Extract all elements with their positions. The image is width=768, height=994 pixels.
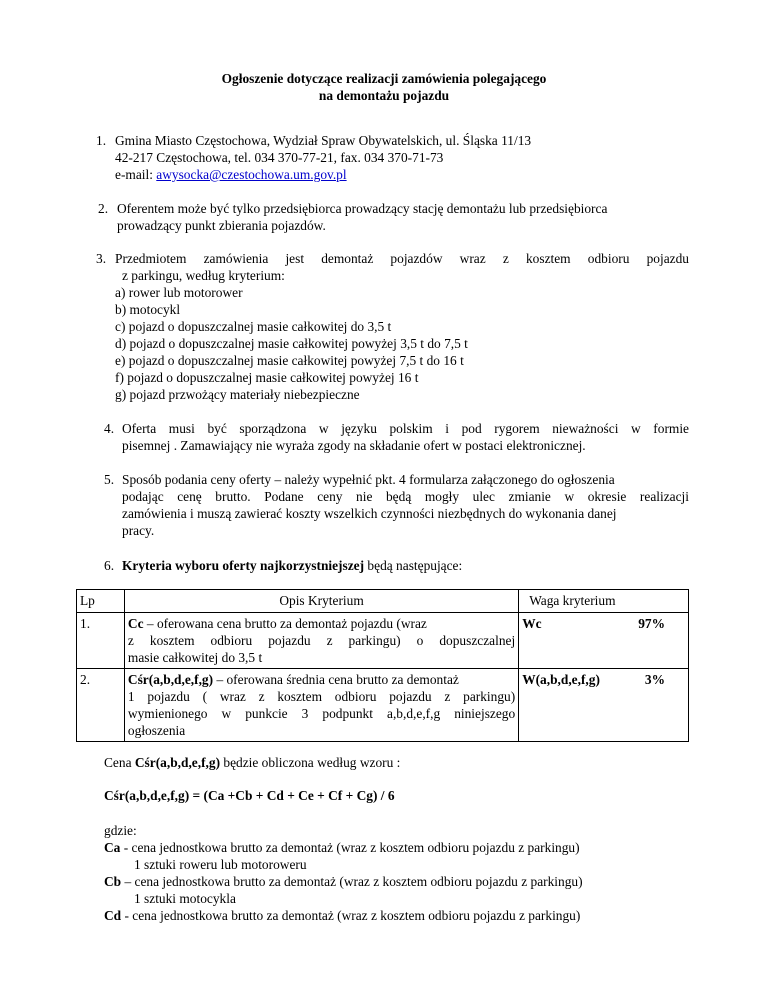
definition-ca-term: Ca [104, 840, 121, 855]
section-3-item-c: c) pojazd o dopuszczalnej masie całkowitej do 3,5 t [115, 319, 392, 334]
section-5-line-1: Sposób podania ceny oferty – należy wypełnić pkt. 4 formularza załączonego do ogłoszenia [122, 472, 615, 487]
section-6-bold: Kryteria wyboru oferty najkorzystniejszej [122, 558, 365, 573]
formula-equation: Cśr(a,b,d,e,f,g) = (Ca +Cb + Cd + Ce + Cf + Cg) / 6 [104, 788, 395, 803]
header-lp: Lp [77, 590, 125, 613]
section-6-rest: będą następujące: [364, 558, 463, 573]
section-3-line-2: z parkingu, według kryterium: [122, 268, 285, 283]
section-1-number: 1. [96, 133, 107, 148]
row-1-weight [519, 613, 689, 669]
row-1-weight-value: 97% [638, 616, 665, 631]
email-label: e-mail: [115, 167, 157, 182]
section-3-line-1: Przedmiotem zamówienia jest demontaż pojazdów wraz z kosztem odbioru pojazdu [115, 251, 689, 266]
section-4-line-2: pisemnej . Zamawiający nie wyraża zgody na składanie ofert w postaci elektronicznej. [122, 438, 586, 453]
section-5-line-4: pracy. [122, 523, 155, 538]
formula-intro-bold: Cśr(a,b,d,e,f,g) [134, 755, 221, 770]
section-2-line-1: Oferentem może być tylko przedsiębiorca prowadzący stację demontażu lub przedsiębiorca [117, 201, 608, 216]
table-row [77, 613, 689, 669]
section-3-item-a: a) rower lub motorower [115, 285, 243, 300]
definition-cd-text: cena jednostkowa brutto za demontaż (wraz z kosztem odbioru pojazdu z parkingu) [132, 908, 581, 923]
section-3-item-g: g) pojazd przwożący materiały niebezpieczne [115, 387, 360, 402]
row-2-line-1: – oferowana średnia cena brutto za demontaż [213, 672, 459, 687]
definition-cd-term: Cd [104, 908, 122, 923]
definition-cb [104, 873, 583, 890]
formula-intro-post: będzie obliczona według wzoru : [220, 755, 401, 770]
section-3-item-e: e) pojazd o dopuszczalnej masie całkowitej powyżej 7,5 t do 16 t [115, 353, 464, 368]
section-1-line-1: Gmina Miasto Częstochowa, Wydział Spraw Obywatelskich, ul. Śląska 11/13 [115, 133, 532, 148]
section-3-item-d: d) pojazd o dopuszczalnej masie całkowitej powyżej 3,5 t do 7,5 t [115, 336, 468, 351]
section-5-line-3: zamówienia i muszą zawierać koszty wszelkich czynności niezbędnych do wykonania danej [122, 506, 617, 521]
definition-cd [104, 907, 580, 924]
formula-intro-pre: Cena [104, 755, 135, 770]
header-description: Opis Kryterium [124, 590, 518, 613]
section-2-number: 2. [98, 201, 109, 216]
row-2-lp: 2. [77, 669, 125, 742]
row-1-weight-name: Wc [522, 616, 542, 631]
section-3-number: 3. [96, 251, 107, 266]
definition-cb-sep: – [121, 874, 135, 889]
section-3-item-f: f) pojazd o dopuszczalnej masie całkowitej powyżej 16 t [115, 370, 419, 385]
row-1-term: Cc [127, 616, 144, 631]
definition-cb-cont: 1 sztuki motocykla [134, 891, 236, 906]
definition-cd-sep: - [121, 908, 133, 923]
formula-where: gdzie: [104, 823, 137, 838]
section-5-number: 5. [104, 472, 115, 487]
table-header-row [77, 590, 689, 613]
table-row [77, 669, 689, 742]
row-1-line-1: – oferowana cena brutto za demontaż pojazdu (wraz [143, 616, 427, 631]
row-1-description [124, 613, 518, 669]
definition-ca [104, 839, 580, 856]
definition-ca-cont: 1 sztuki roweru lub motoroweru [134, 857, 307, 872]
definition-ca-text: cena jednostkowa brutto za demontaż (wraz z kosztem odbioru pojazdu z parkingu) [131, 840, 580, 855]
row-2-line-4: ogłoszenia [127, 723, 186, 738]
section-6-number: 6. [104, 558, 115, 573]
document-title [0, 70, 768, 104]
definition-cb-term: Cb [104, 874, 122, 889]
title-line-2: na demontażu pojazdu [318, 88, 450, 103]
title-line-1: Ogłoszenie dotyczące realizacji zamówienia polegającego [221, 71, 547, 86]
criteria-table [76, 589, 689, 742]
row-1-line-3: masie całkowitej do 3,5 t [127, 650, 263, 665]
section-1-email-line [115, 166, 347, 183]
row-2-line-2: 1 pojazdu ( wraz z kosztem odbioru pojazdu z parkingu) [127, 689, 516, 704]
row-2-weight-name: W(a,b,d,e,f,g) [522, 672, 600, 687]
section-4-number: 4. [104, 421, 115, 436]
row-1-line-2: z kosztem odbioru pojazdu z parkingu) o dopuszczalnej [127, 633, 516, 648]
formula-intro [104, 754, 400, 771]
header-weight: Waga kryterium [519, 590, 689, 613]
section-5-line-2: podając cenę brutto. Podane ceny nie będą mogły ulec zmianie w okresie realizacji [122, 489, 689, 504]
section-6-line [122, 557, 462, 574]
section-3-item-b: b) motocykl [115, 302, 181, 317]
definition-ca-sep: - [120, 840, 132, 855]
row-2-weight-value: 3% [644, 672, 665, 687]
section-1-line-2: 42-217 Częstochowa, tel. 034 370-77-21, fax. 034 370-71-73 [115, 150, 444, 165]
row-2-weight [519, 669, 689, 742]
row-2-term: Cśr(a,b,d,e,f,g) [127, 672, 214, 687]
row-2-line-3: wymienionego w punkcie 3 podpunkt a,b,d,e,f,g niniejszego [127, 706, 516, 721]
row-1-lp: 1. [77, 613, 125, 669]
row-2-description [124, 669, 518, 742]
definition-cb-text: cena jednostkowa brutto za demontaż (wraz z kosztem odbioru pojazdu z parkingu) [134, 874, 583, 889]
email-link[interactable]: awysocka@czestochowa.um.gov.pl [156, 167, 347, 182]
section-4-line-1: Oferta musi być sporządzona w języku polskim i pod rygorem nieważności w formie [122, 421, 689, 436]
section-2-line-2: prowadzący punkt zbierania pojazdów. [117, 218, 326, 233]
